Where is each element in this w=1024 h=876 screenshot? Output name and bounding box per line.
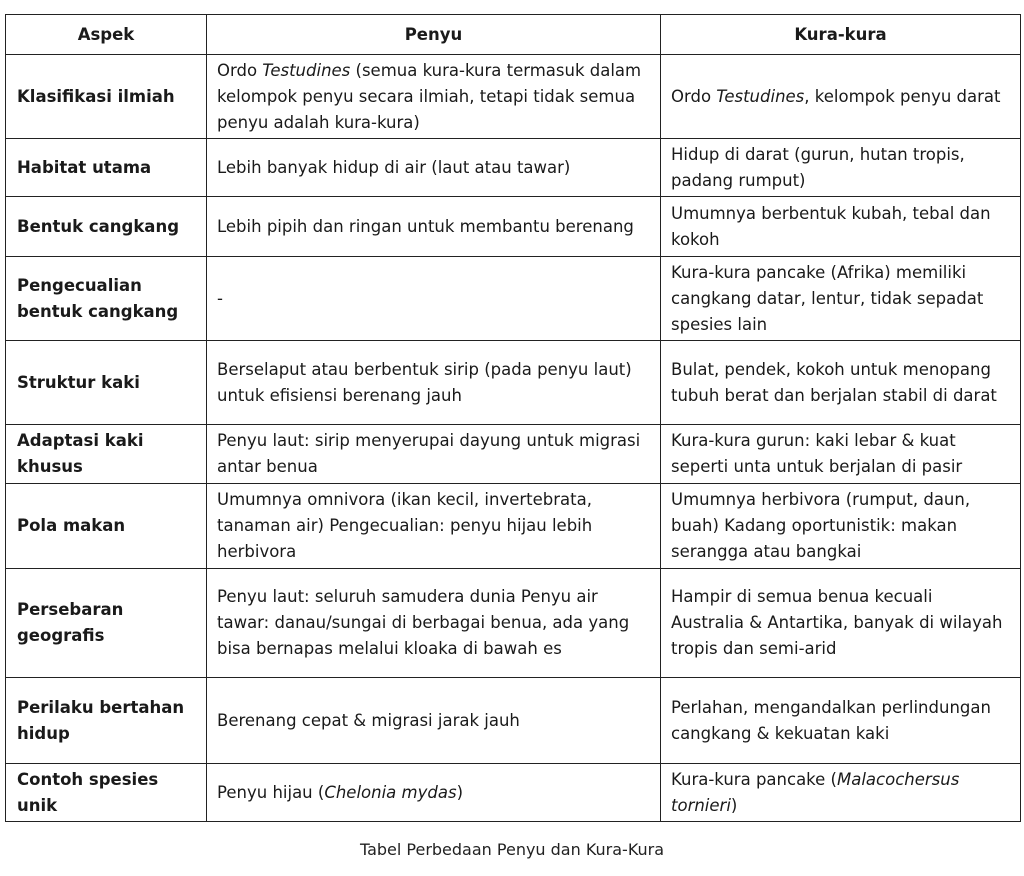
cell-aspek: Habitat utama [6, 139, 207, 197]
cell-penyu: Umumnya omnivora (ikan kecil, invertebrata, tanaman air) Pengecualian: penyu hijau lebih herbivora [207, 484, 661, 569]
text: (semua kura-kura termasuk dalam kelompok penyu secara ilmiah, tetapi tidak semua penyu adalah kura-kura) [217, 60, 642, 132]
table-row [6, 569, 1021, 678]
comparison-table [5, 14, 1021, 822]
text: Kura-kura pancake ( [671, 769, 837, 789]
text: Ordo [217, 60, 263, 80]
cell-penyu: Penyu laut: sirip menyerupai dayung untuk migrasi antar benua [207, 425, 661, 484]
table-row [6, 197, 1021, 257]
table-row [6, 257, 1021, 341]
cell-aspek: Contoh spesies unik [6, 764, 207, 822]
table-row [6, 55, 1021, 139]
cell-kura-kura: Hidup di darat (gurun, hutan tropis, padang rumput) [661, 139, 1021, 197]
text: , kelompok penyu darat [804, 86, 1001, 106]
cell-aspek: Persebaran geografis [6, 569, 207, 678]
text: ) [730, 795, 738, 815]
cell-kura-kura: Kura-kura pancake (Afrika) memiliki cangkang datar, lentur, tidak sepadat spesies lain [661, 257, 1021, 341]
cell-aspek: Struktur kaki [6, 341, 207, 425]
cell-penyu: Lebih pipih dan ringan untuk membantu berenang [207, 197, 661, 257]
cell-penyu: Berselaput atau berbentuk sirip (pada penyu laut) untuk efisiensi berenang jauh [207, 341, 661, 425]
cell-aspek: Perilaku bertahan hidup [6, 678, 207, 764]
table-caption: Tabel Perbedaan Penyu dan Kura-Kura [359, 840, 665, 859]
cell-kura-kura: Bulat, pendek, kokoh untuk menopang tubuh berat dan berjalan stabil di darat [661, 341, 1021, 425]
table-row [6, 764, 1021, 822]
text: ) [456, 782, 463, 802]
cell-kura-kura: Kura-kura gurun: kaki lebar & kuat seperti unta untuk berjalan di pasir [661, 425, 1021, 484]
cell-aspek: Klasifikasi ilmiah [6, 55, 207, 139]
cell-kura-kura: Hampir di semua benua kecuali Australia & Antartika, banyak di wilayah tropis dan semi-arid [661, 569, 1021, 678]
cell-penyu [207, 55, 661, 139]
cell-aspek: Bentuk cangkang [6, 197, 207, 257]
cell-kura-kura: Perlahan, mengandalkan perlindungan cangkang & kekuatan kaki [661, 678, 1021, 764]
cell-penyu: Lebih banyak hidup di air (laut atau tawar) [207, 139, 661, 197]
cell-kura-kura [661, 55, 1021, 139]
table-row [6, 425, 1021, 484]
table-row [6, 678, 1021, 764]
cell-kura-kura: Umumnya berbentuk kubah, tebal dan kokoh [661, 197, 1021, 257]
italic-text: Chelonia mydas [324, 782, 457, 802]
header-row [6, 15, 1021, 55]
cell-penyu [207, 764, 661, 822]
cell-aspek: Pola makan [6, 484, 207, 569]
header-kura-kura: Kura-kura [661, 15, 1021, 55]
header-aspek: Aspek [6, 15, 207, 55]
cell-penyu: Berenang cepat & migrasi jarak jauh [207, 678, 661, 764]
cell-kura-kura [661, 764, 1021, 822]
italic-text: Testudines [716, 86, 805, 106]
header-penyu: Penyu [207, 15, 661, 55]
cell-kura-kura: Umumnya herbivora (rumput, daun, buah) Kadang oportunistik: makan serangga atau bangkai [661, 484, 1021, 569]
italic-text: Testudines [262, 60, 351, 80]
cell-aspek: Pengecualian bentuk cangkang [6, 257, 207, 341]
italic-text: Malacochersus tornieri [671, 769, 960, 815]
cell-penyu: - [207, 257, 661, 341]
cell-aspek: Adaptasi kaki khusus [6, 425, 207, 484]
cell-penyu: Penyu laut: seluruh samudera dunia Penyu air tawar: danau/sungai di berbagai benua, ada yang bisa bernapas melalui kloaka di bawah es [207, 569, 661, 678]
table-row [6, 341, 1021, 425]
table-row [6, 484, 1021, 569]
text: Ordo [671, 86, 717, 106]
text: Penyu hijau ( [217, 782, 325, 802]
table-row [6, 139, 1021, 197]
